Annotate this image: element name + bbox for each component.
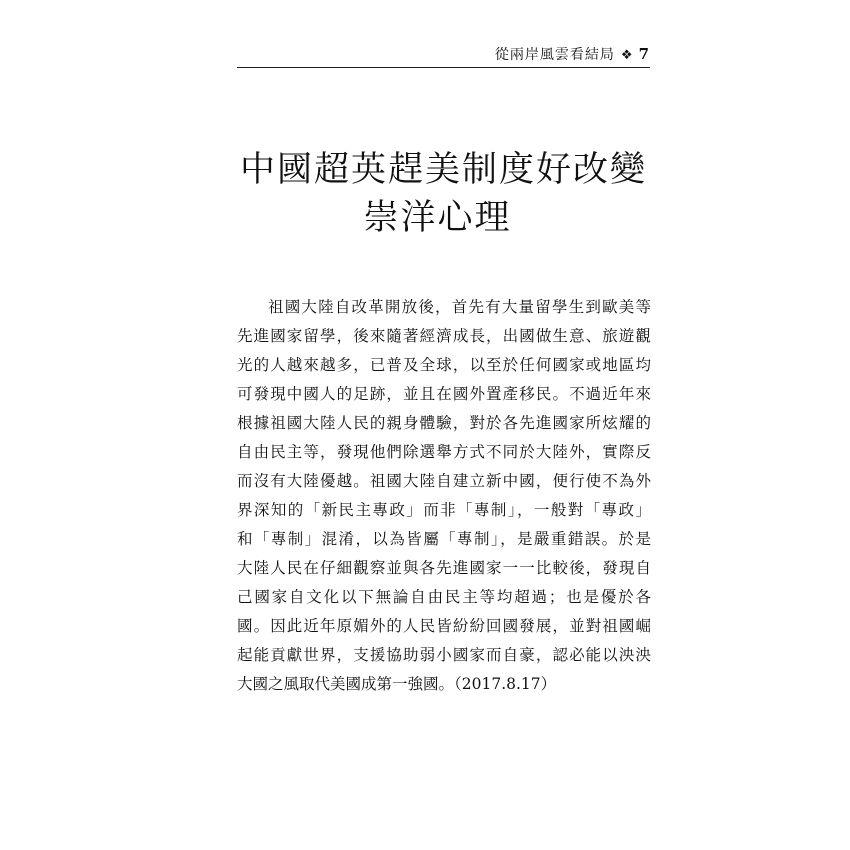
body-line: 己國家自文化以下無論自由民主等均超過；也是優於各 [237,588,651,606]
page-number: 7 [638,45,650,63]
body-line: 祖國大陸自改革開放後，首先有大量留學生到歐美等 [268,298,651,316]
body-line: 先進國家留學，後來隨著經濟成長，出國做生意、旅遊觀 [237,327,651,345]
body-line: 可發現中國人的足跡，並且在國外置產移民。不過近年來 [237,385,651,403]
body-line: 光的人越來越多，已普及全球，以至於任何國家或地區均 [237,356,651,374]
article-body [237,293,651,699]
running-header [237,44,650,64]
body-line: 自由民主等，發現他們除選舉方式不同於大陸外，實際反 [237,443,651,461]
body-line: 而沒有大陸優越。祖國大陸自建立新中國，便行使不為外 [237,472,651,490]
body-line: 根據祖國大陸人民的親身體驗，對於各先進國家所炫耀的 [237,414,651,432]
body-line: 大國之風取代美國成第一強國。（2017.8.17） [237,675,557,693]
article-title [237,146,650,242]
body-line: 大陸人民在仔細觀察並與各先進國家一一比較後，發現自 [237,559,651,577]
body-line: 和「專制」混淆，以為皆屬「專制」，是嚴重錯誤。於是 [237,530,651,548]
header-rule [237,67,650,68]
diamond-ornament-icon: ❖ [620,48,634,63]
body-line: 國。因此近年原媚外的人民皆紛紛回國發展，並對祖國崛 [237,617,651,635]
body-line: 起能貢獻世界，支援協助弱小國家而自豪，認必能以泱泱 [237,646,651,664]
article-title-line-1: 中國超英趕美制度好改變 [239,150,647,190]
article-title-line-2: 崇洋心理 [363,198,512,238]
body-line: 界深知的「新民主專政」而非「專制」，一般對「專政」 [237,501,651,519]
running-header-title: 從兩岸風雲看結局 [494,47,615,63]
